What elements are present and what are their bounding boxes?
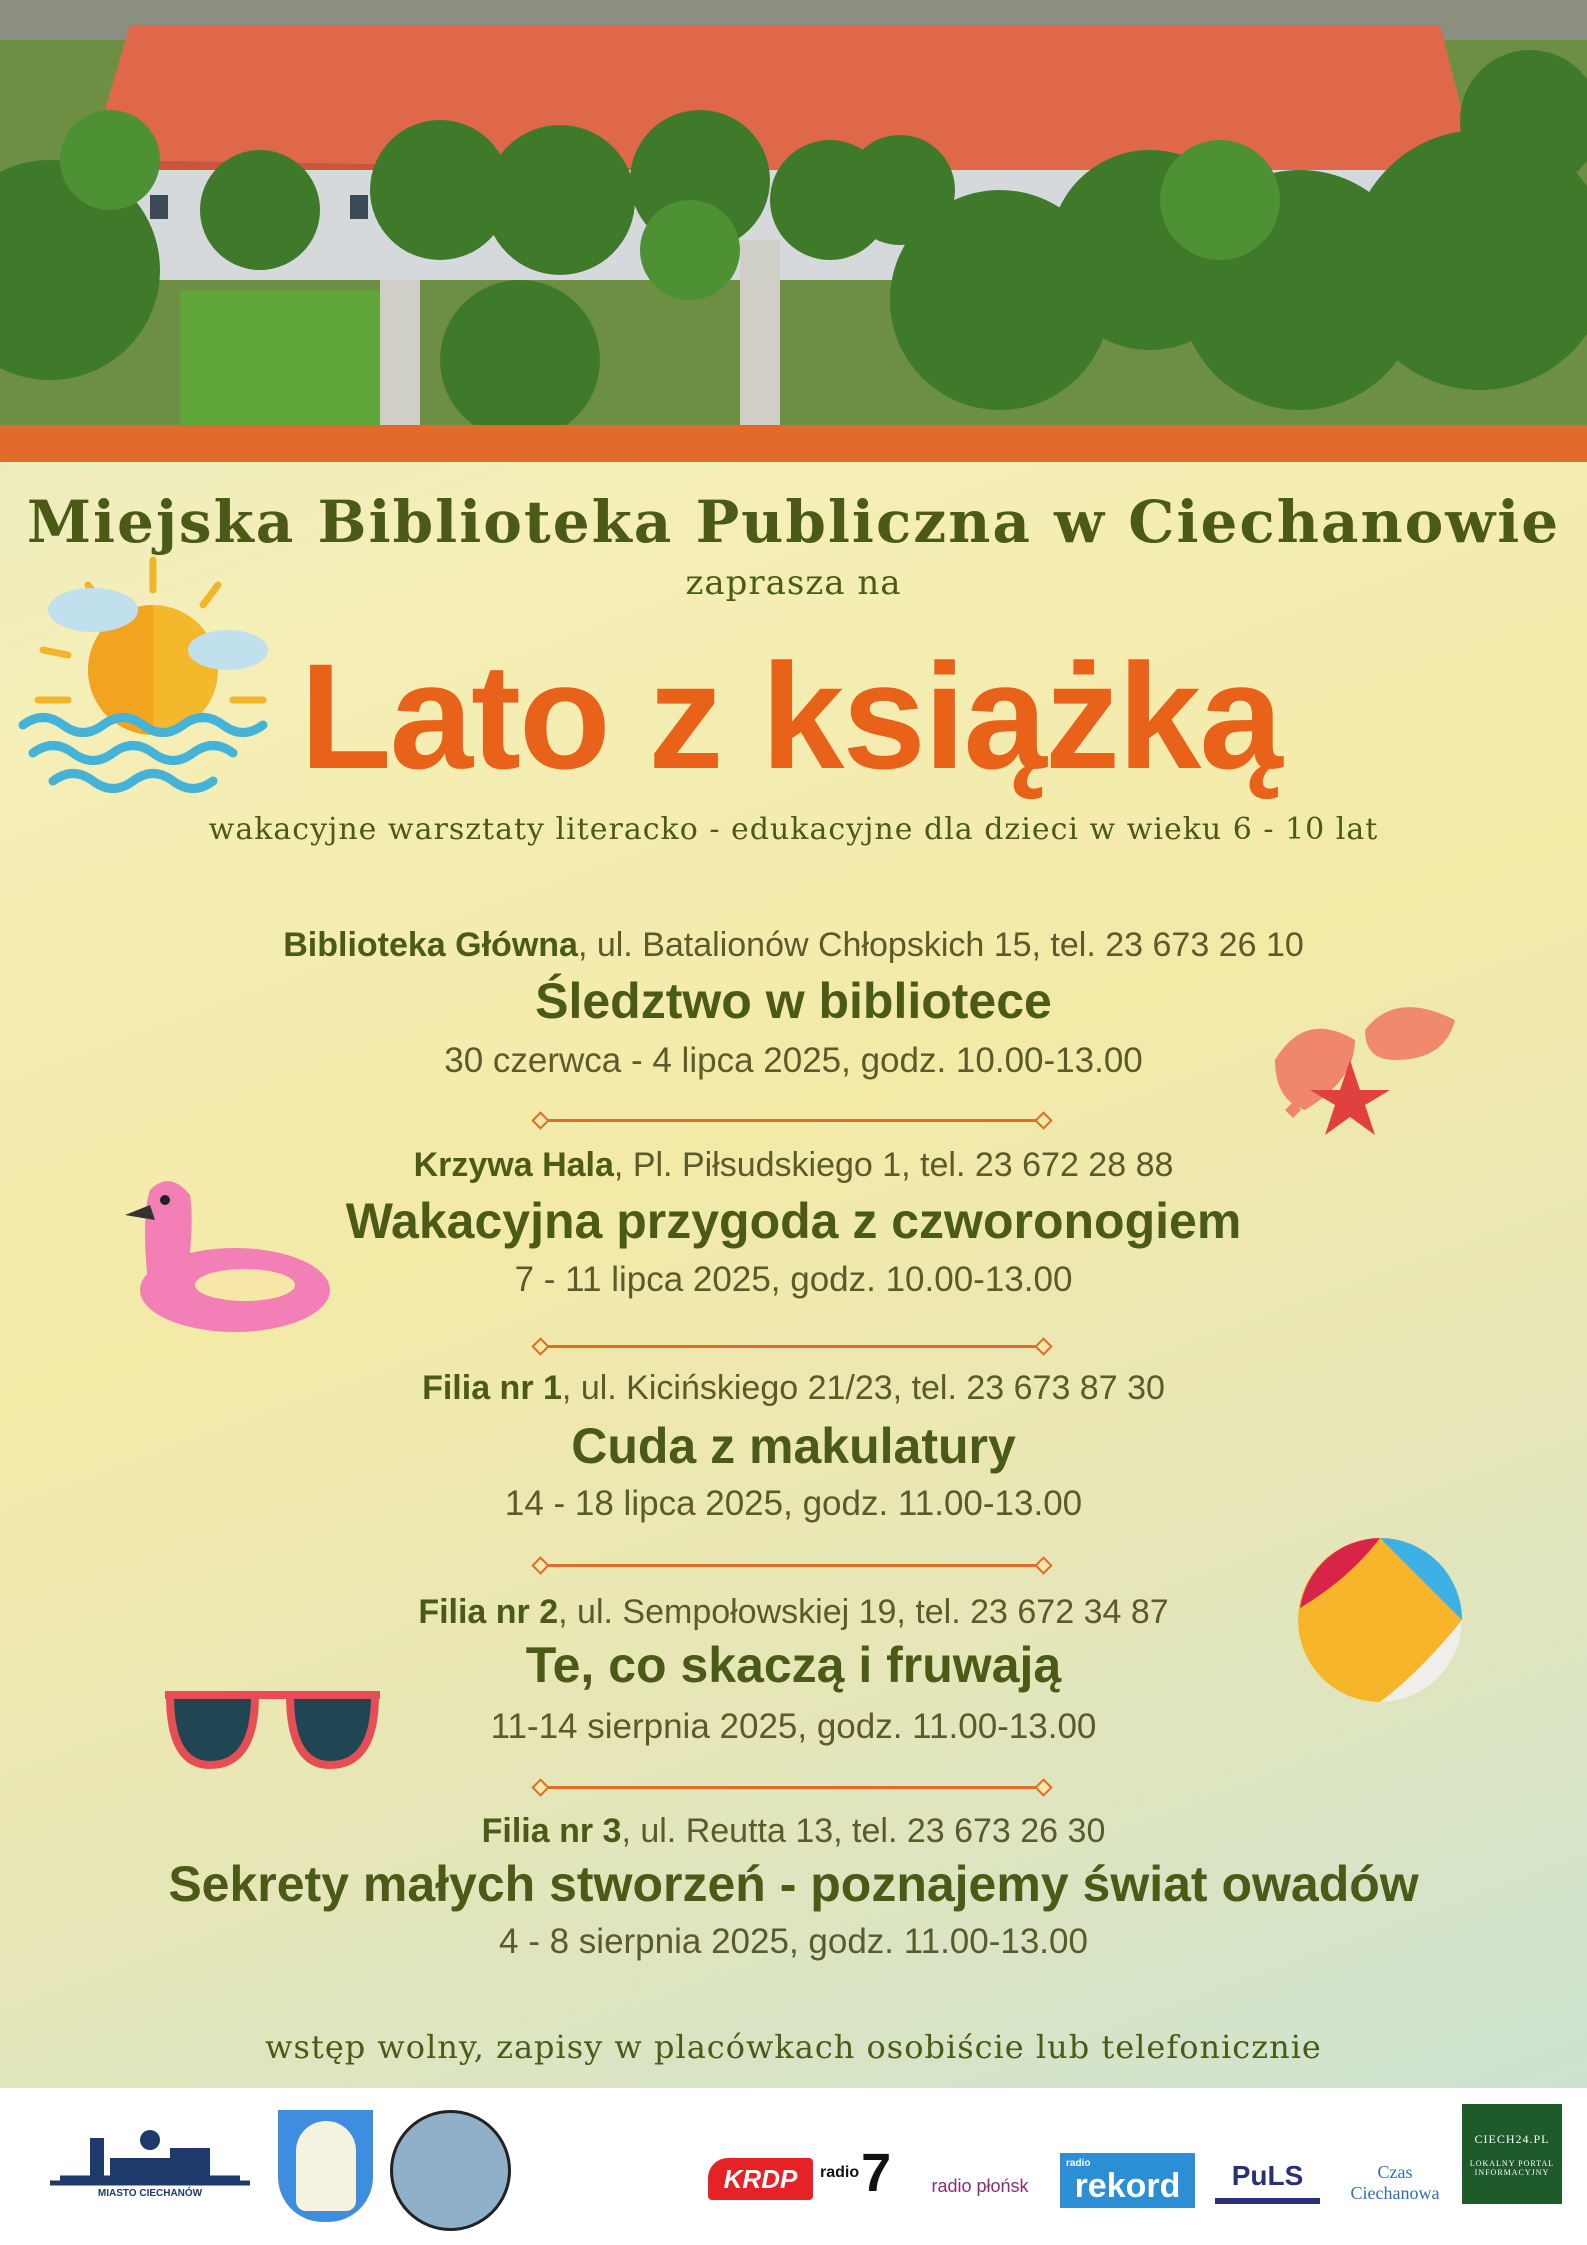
sun-waves-icon: [18, 555, 278, 800]
organizer-name: Miejska Biblioteka Publiczna w Ciechanowie: [26, 488, 1561, 556]
library-seal-logo: [390, 2110, 511, 2231]
czas-ciechanowa-logo: Czas Ciechanowa: [1350, 2162, 1440, 2203]
workshop-date: 14 - 18 lipca 2025, godz. 11.00-13.00: [504, 1484, 1083, 1523]
divider: [542, 1564, 1042, 1567]
divider: [542, 1345, 1042, 1348]
event-subtitle: wakacyjne warsztaty literacko - edukacyjne dla dzieci w wieku 6 - 10 lat: [208, 812, 1379, 847]
city-coat-of-arms: [278, 2110, 373, 2222]
divider: [542, 1786, 1042, 1789]
workshop-title: Śledztwo w bibliotece: [535, 973, 1052, 1029]
radio-rekord-logo: [1060, 2153, 1195, 2208]
miasto-ciechanow-logo: [45, 2118, 255, 2208]
ciech24-text: CIECH24.PL: [1474, 2131, 1550, 2146]
radio7-logo: radio 7: [820, 2143, 892, 2203]
workshop-date: 30 czerwca - 4 lipca 2025, godz. 10.00-13.00: [444, 1041, 1143, 1080]
venue-address: , ul. Batalionów Chłopskich 15, tel. 23 673 26 10: [577, 926, 1304, 964]
flamingo-float-icon: [105, 1160, 335, 1345]
venue-name: Filia nr 3: [481, 1812, 622, 1850]
rekord-small-text: radio: [1066, 2157, 1091, 2169]
admission-note: wstęp wolny, zapisy w placówkach osobiście lub telefonicznie: [265, 2028, 1322, 2066]
workshop-title: Wakacyjna przygoda z czworonogiem: [345, 1193, 1242, 1249]
venue-address: , ul. Kicińskiego 21/23, tel. 23 673 87 30: [561, 1369, 1165, 1407]
invites-text: zaprasza na: [685, 563, 902, 603]
workshop-date: 7 - 11 lipca 2025, godz. 10.00-13.00: [514, 1260, 1073, 1299]
venue-name: Biblioteka Główna: [283, 926, 578, 964]
orange-divider-band: [0, 425, 1587, 462]
ciech24-subtitle: LOKALNY PORTAL INFORMACYJNY: [1469, 2158, 1555, 2177]
ciech24-logo: [1462, 2104, 1562, 2204]
library-building-photo: [0, 0, 1587, 425]
beach-ball-icon: [1295, 1535, 1465, 1710]
city-logo-text: MIASTO CIECHANÓW: [97, 2187, 203, 2199]
venue-address: , ul. Reutta 13, tel. 23 673 26 30: [621, 1812, 1106, 1850]
krdp-logo: KRDP: [708, 2158, 813, 2200]
sponsor-logos-bar: [0, 2088, 1587, 2245]
puls-logo: PuLS: [1215, 2153, 1320, 2204]
radio-plonsk-logo: radio płońsk: [931, 2175, 1029, 2196]
event-location: [0, 1369, 1587, 1408]
rekord-text: rekord: [1074, 2166, 1181, 2205]
workshop-title: Te, co skaczą i fruwają: [525, 1637, 1062, 1693]
venue-name: Krzywa Hala: [413, 1146, 614, 1184]
workshop-title: Cuda z makulatury: [571, 1418, 1016, 1474]
workshop-date: 4 - 8 sierpnia 2025, godz. 11.00-13.00: [499, 1922, 1088, 1961]
venue-address: , Pl. Piłsudskiego 1, tel. 23 672 28 88: [613, 1146, 1174, 1184]
divider: [542, 1119, 1042, 1122]
venue-address: , ul. Sempołowskiej 19, tel. 23 672 34 87: [558, 1593, 1169, 1631]
event-location: [0, 926, 1587, 965]
event-title: Lato z książką: [300, 632, 1281, 800]
seashells-starfish-icon: [1265, 990, 1465, 1155]
workshop-title: Sekrety małych stworzeń - poznajemy świat owadów: [168, 1856, 1419, 1912]
event-location: [0, 1812, 1587, 1851]
radio7-text: radio: [820, 2164, 860, 2181]
venue-name: Filia nr 1: [422, 1369, 562, 1407]
workshop-date: 11-14 sierpnia 2025, godz. 11.00-13.00: [490, 1707, 1097, 1746]
sunglasses-icon: [160, 1685, 385, 1780]
venue-name: Filia nr 2: [418, 1593, 559, 1631]
